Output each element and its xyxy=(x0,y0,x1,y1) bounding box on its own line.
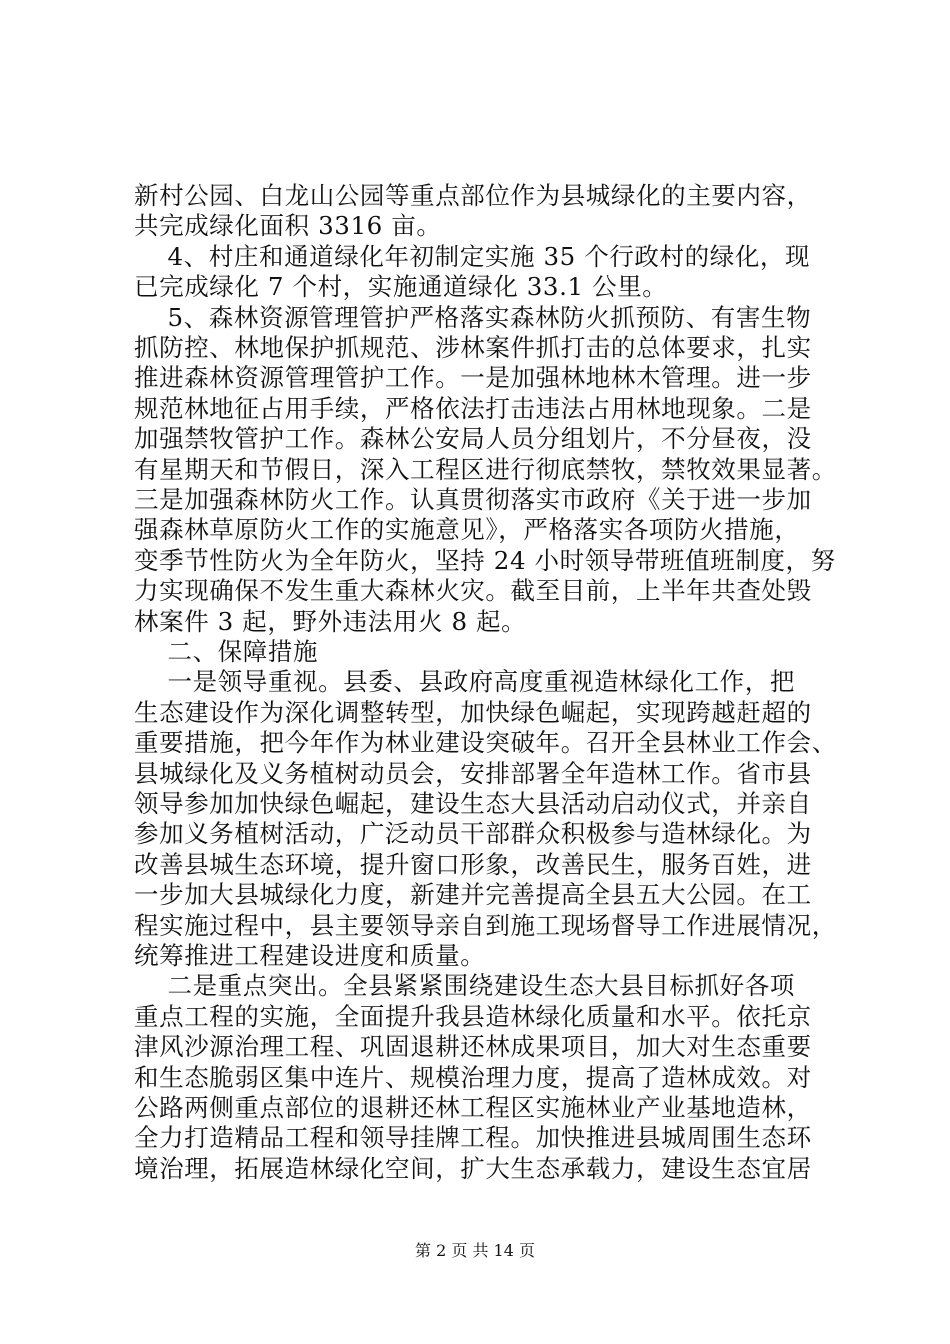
text-line: 生态建设作为深化调整转型，加快绿色崛起，实现跨越赶超的 xyxy=(134,697,812,727)
text-line: 统筹推进工程建设进度和质量。 xyxy=(134,941,486,970)
text-line: 公路两侧重点部位的退耕还林工程区实施林业产业基地造林， xyxy=(134,1093,812,1122)
text-line: 一步加大县城绿化力度，新建并完善提高全县五大公园。在工 xyxy=(134,880,812,910)
text-line: 领导参加加快绿色崛起，建设生态大县活动启动仪式，并亲自 xyxy=(134,789,812,818)
text-line: 二、保障措施 xyxy=(134,637,319,666)
text-line: 程实施过程中，县主要领导亲自到施工现场督导工作进展情况， xyxy=(134,910,837,940)
text-line: 津风沙源治理工程、巩固退耕还林成果项目，加大对生态重要 xyxy=(134,1032,812,1062)
text-line: 强森林草原防火工作的实施意见》，严格落实各项防火措施， xyxy=(134,515,800,545)
text-line: 推进森林资源管理管护工作。一是加强林地林木管理。进一步 xyxy=(134,363,812,393)
text-line: 重要措施，把今年作为林业建设突破年。召开全县林业工作会、 xyxy=(134,728,837,758)
text-line: 三是加强森林防火工作。认真贯彻落实市政府《关于进一步加 xyxy=(134,485,812,514)
text-line: 力实现确保不发生重大森林火灾。截至目前，上半年共查处毁 xyxy=(134,576,812,606)
text-line: 共完成绿化面积 3316 亩。 xyxy=(134,211,442,241)
text-line: 县城绿化及义务植树动员会，安排部署全年造林工作。省市县 xyxy=(134,758,812,788)
text-line: 规范林地征占用手续，严格依法打击违法占用林地现象。二是 xyxy=(134,393,812,423)
text-line: 全力打造精品工程和领导挂牌工程。加快推进县城周围生态环 xyxy=(134,1123,812,1153)
text-line: 变季节性防火为全年防火，坚持 24 小时领导带班值班制度，努 xyxy=(134,545,836,575)
text-line: 境治理，拓展造林绿化空间，扩大生态承载力，建设生态宜居 xyxy=(134,1153,812,1183)
text-line: 和生态脆弱区集中连片、规模治理力度，提高了造林成效。对 xyxy=(134,1062,812,1092)
text-line: 抓防控、林地保护抓规范、涉林案件抓打击的总体要求，扎实 xyxy=(134,333,812,362)
text-line: 加强禁牧管护工作。森林公安局人员分组划片，不分昼夜，没 xyxy=(134,424,812,454)
text-line: 二是重点突出。全县紧紧围绕建设生态大县目标抓好各项 xyxy=(134,971,795,1001)
text-line: 5、森林资源管理管护严格落实森林防火抓预防、有害生物 xyxy=(134,302,812,332)
text-line: 参加义务植树活动，广泛动员干部群众积极参与造林绿化。为 xyxy=(134,819,812,849)
text-line: 重点工程的实施，全面提升我县造林绿化质量和水平。依托京 xyxy=(134,1001,812,1031)
page-footer: 第 2 页 共 14 页 xyxy=(415,1241,535,1260)
text-line: 新村公园、白龙山公园等重点部位作为县城绿化的主要内容， xyxy=(134,181,812,210)
text-line: 4、村庄和通道绿化年初制定实施 35 个行政村的绿化，现 xyxy=(134,241,811,271)
text-line: 一是领导重视。县委、县政府高度重视造林绿化工作，把 xyxy=(134,667,795,697)
text-line: 已完成绿化 7 个村，实施通道绿化 33.1 公里。 xyxy=(134,272,668,302)
text-line: 有星期天和节假日，深入工程区进行彻底禁牧，禁牧效果显著。 xyxy=(134,454,837,484)
text-line: 林案件 3 起，野外违法用火 8 起。 xyxy=(134,606,527,636)
text-line: 改善县城生态环境，提升窗口形象，改善民生，服务百姓，进 xyxy=(134,849,812,879)
